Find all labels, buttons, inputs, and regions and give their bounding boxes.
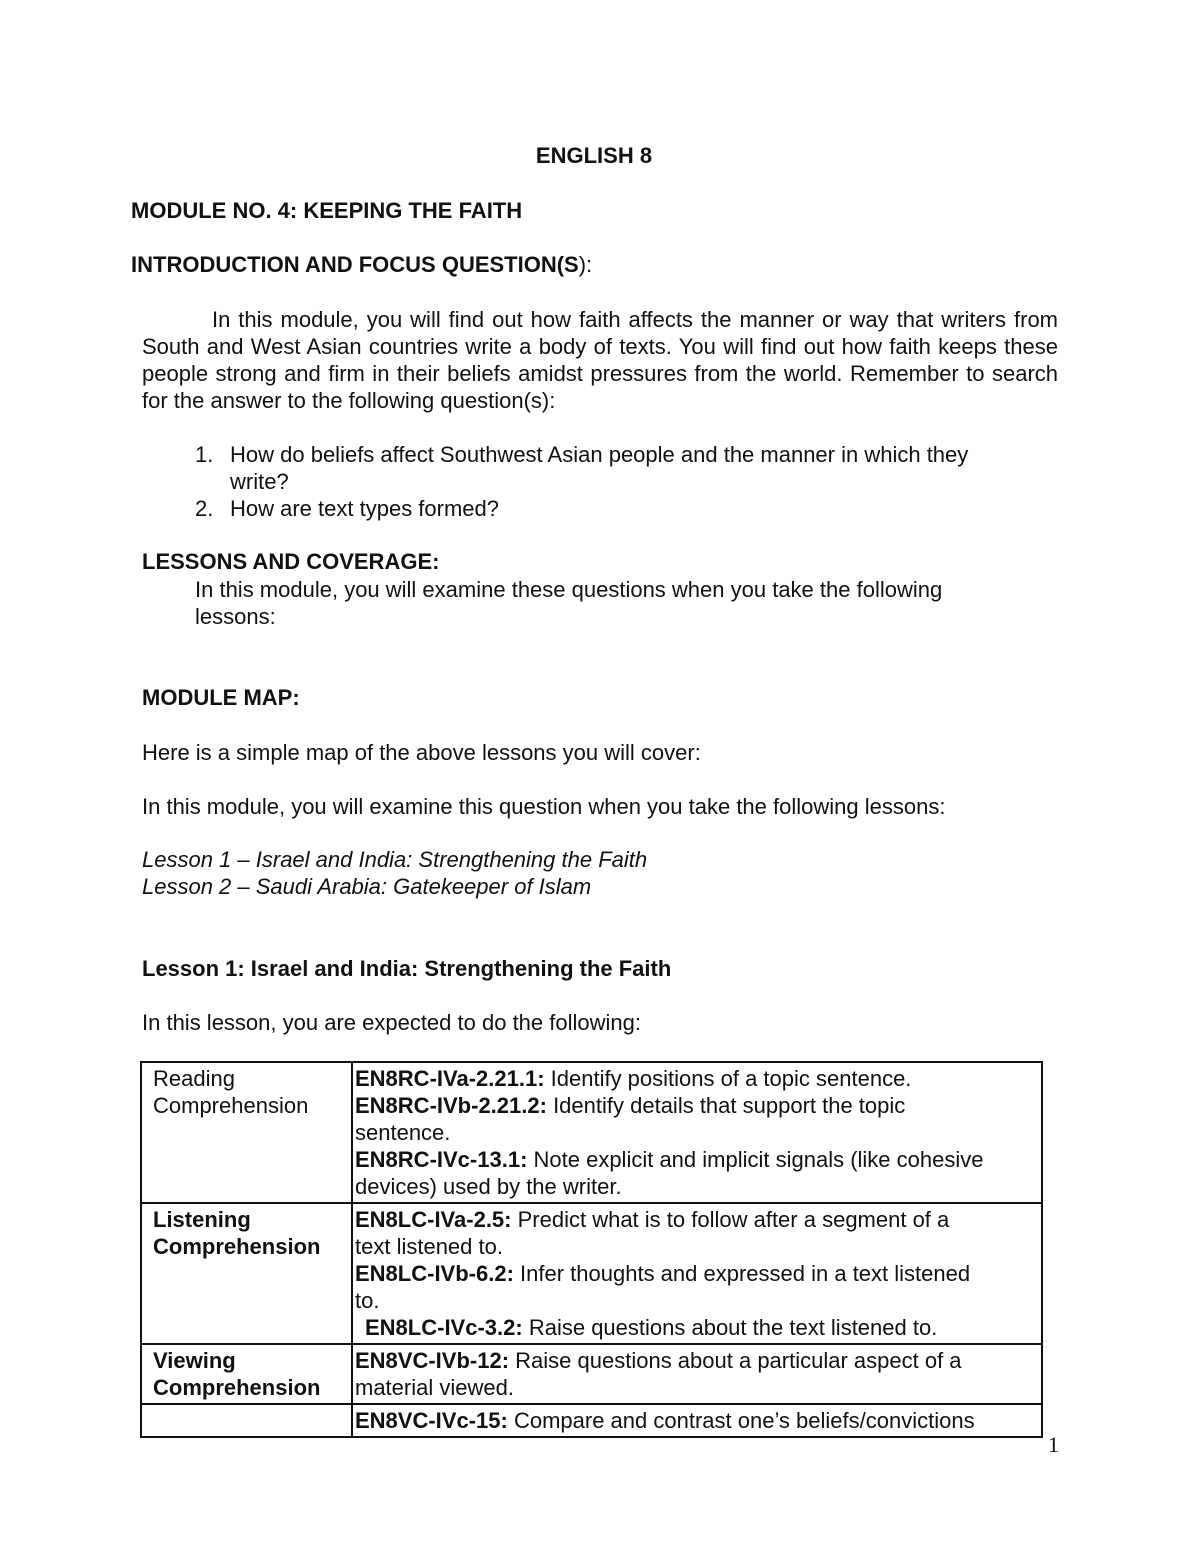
learning-area-cell <box>141 1404 352 1437</box>
intro-heading-tail: ): <box>578 252 593 277</box>
table-row <box>141 1404 1042 1437</box>
intro-heading-bold: INTRODUCTION AND FOCUS QUESTION(S <box>131 252 579 277</box>
learning-area-label: Comprehension <box>153 1093 309 1118</box>
intro-paragraph-block <box>142 306 1058 414</box>
competency-text: Note explicit and implicit signals (like cohesive <box>527 1147 984 1172</box>
subject-title: ENGLISH 8 <box>535 143 653 168</box>
competency-code: EN8LC-IVb-6.2: <box>355 1261 514 1286</box>
competency-item <box>355 1314 1035 1341</box>
competency-code: EN8LC-IVa-2.5: <box>355 1207 512 1232</box>
module-map-line1: Here is a simple map of the above lessons you will cover: <box>142 740 701 765</box>
module-map-heading: MODULE MAP: <box>142 685 300 710</box>
learning-area-label: Comprehension <box>153 1375 321 1400</box>
competency-text-cont: sentence. <box>355 1120 451 1145</box>
competency-cell <box>352 1062 1042 1203</box>
competency-item <box>355 1206 1035 1233</box>
lesson-list-item: Lesson 1 – Israel and India: Strengthening the Faith <box>142 847 648 872</box>
focus-question-number: 2. <box>195 496 214 521</box>
table-row <box>141 1203 1042 1344</box>
table-row <box>141 1344 1042 1404</box>
competency-text: Raise questions about a particular aspect of a <box>509 1348 962 1373</box>
competency-text: Compare and contrast one’s beliefs/convictions <box>507 1408 975 1433</box>
lesson-list-item: Lesson 2 – Saudi Arabia: Gatekeeper of Islam <box>142 874 592 899</box>
intro-heading <box>131 252 592 278</box>
lessons-coverage-text-line2: lessons: <box>195 604 276 629</box>
focus-question-text: How are text types formed? <box>230 496 500 521</box>
competency-table <box>140 1061 1043 1438</box>
learning-area-label: Reading <box>153 1066 235 1091</box>
competency-code: EN8RC-IVc-13.1: <box>355 1147 528 1172</box>
competency-item <box>355 1407 1035 1434</box>
lessons-coverage-text-line1: In this module, you will examine these questions when you take the following <box>195 577 943 602</box>
focus-questions-list <box>195 441 1010 522</box>
competency-text: Infer thoughts and expressed in a text listened <box>513 1261 971 1286</box>
competency-text: Raise questions about the text listened to. <box>522 1315 938 1340</box>
module-title: MODULE NO. 4: KEEPING THE FAITH <box>131 198 523 223</box>
learning-area-label: Comprehension <box>153 1234 321 1259</box>
competency-text: Predict what is to follow after a segment of a <box>511 1207 950 1232</box>
competency-text: Identify details that support the topic <box>546 1093 906 1118</box>
competency-code: EN8LC-IVc-3.2: <box>365 1315 523 1340</box>
competency-item <box>355 1146 1035 1173</box>
learning-area-cell <box>141 1344 352 1404</box>
competency-text-cont: text listened to. <box>355 1234 503 1259</box>
competency-item <box>355 1260 1035 1287</box>
competency-text-cont: devices) used by the writer. <box>355 1174 622 1199</box>
focus-question-number: 1. <box>195 442 214 467</box>
competency-text-cont: to. <box>355 1288 380 1313</box>
table-row <box>141 1062 1042 1203</box>
module-map-line2: In this module, you will examine this question when you take the following lessons: <box>142 794 946 819</box>
learning-area-cell <box>141 1203 352 1344</box>
competency-code: EN8RC-IVb-2.21.2: <box>355 1093 547 1118</box>
learning-area-cell <box>141 1062 352 1203</box>
competency-text: Identify positions of a topic sentence. <box>544 1066 912 1091</box>
competency-text-cont: material viewed. <box>355 1375 514 1400</box>
competency-cell <box>352 1203 1042 1344</box>
focus-question <box>195 495 1010 522</box>
competency-item <box>355 1347 1035 1374</box>
competency-code: EN8RC-IVa-2.21.1: <box>355 1066 545 1091</box>
competency-code: EN8VC-IVc-15: <box>355 1408 508 1433</box>
lesson1-heading: Lesson 1: Israel and India: Strengthening the Faith <box>142 956 672 981</box>
learning-area-label: Viewing <box>153 1348 236 1373</box>
intro-paragraph: In this module, you will find out how faith affects the manner or way that writers from South and West Asian countries write a body of texts. You will find out how faith keeps these people strong and firm in their beliefs amidst pressures from the world. Remember to search for the answer to the following question(s): <box>142 307 1058 413</box>
competency-item <box>355 1065 1035 1092</box>
learning-area-label: Listening <box>153 1207 251 1232</box>
page-number: 1 <box>1048 1432 1059 1457</box>
focus-question-text: How do beliefs affect Southwest Asian people and the manner in which they write? <box>230 442 969 494</box>
lesson1-intro: In this lesson, you are expected to do the following: <box>142 1010 641 1035</box>
lessons-coverage-heading: LESSONS AND COVERAGE: <box>142 549 440 574</box>
focus-question <box>195 441 1010 495</box>
competency-code: EN8VC-IVb-12: <box>355 1348 510 1373</box>
competency-item <box>355 1092 1035 1119</box>
competency-cell <box>352 1404 1042 1437</box>
competency-cell <box>352 1344 1042 1404</box>
